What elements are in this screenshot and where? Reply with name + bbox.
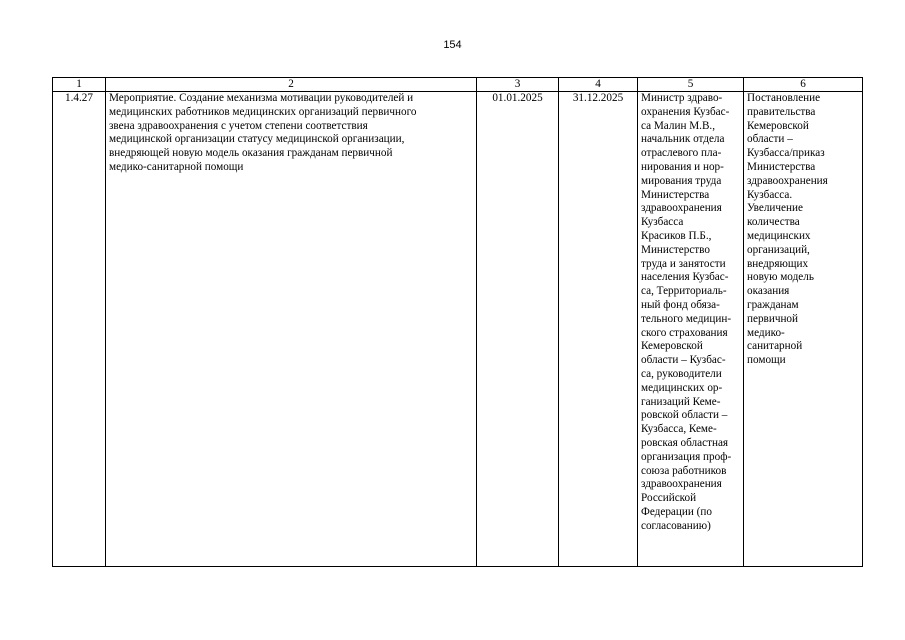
start-date: 01.01.2025: [477, 92, 559, 567]
column-header: 2: [106, 78, 477, 92]
column-header: 3: [477, 78, 559, 92]
table-header-row: [53, 78, 863, 92]
column-header: 6: [744, 78, 863, 92]
end-date: 31.12.2025: [559, 92, 638, 567]
table-row: [53, 92, 863, 567]
expected-result: Постановление правительства Кемеровской области – Кузбасса/приказ Министерства здравоохранения Кузбасса. Увеличение количества медицинских организаций, внедряющих новую модель оказания гражданам первичной медико- санитарной помощи: [744, 92, 863, 567]
column-header: 5: [638, 78, 744, 92]
column-header: 4: [559, 78, 638, 92]
responsible-executors: Министр здраво- охранения Кузбас- са Малин М.В., начальник отдела отраслевого пла- нирования и нор- мирования труда Министерства здравоохранения Кузбасса Красиков П.Б., Министерство труда и занятости населения Кузбас- са, Территориаль- ный фонд обяза- тельного медицин- ского страхования Кемеровской области – Кузбас- са, руководители медицинских ор- ганизаций Кеме- ровской области – Кузбасса, Кеме- ровская областная организация проф- союза работников здравоохранения Российской Федерации (по согласованию): [638, 92, 744, 567]
measures-table: [52, 77, 863, 567]
page-number: 154: [443, 39, 462, 51]
measure-description: Мероприятие. Создание механизма мотивации руководителей и медицинских работников медицинских организаций первичного звена здравоохранения с учетом степени соответствия медицинской организации статусу медицинской организации, внедряющей новую модель оказания гражданам первичной медико-санитарной помощи: [106, 92, 477, 567]
item-number: 1.4.27: [53, 92, 106, 567]
column-header: 1: [53, 78, 106, 92]
